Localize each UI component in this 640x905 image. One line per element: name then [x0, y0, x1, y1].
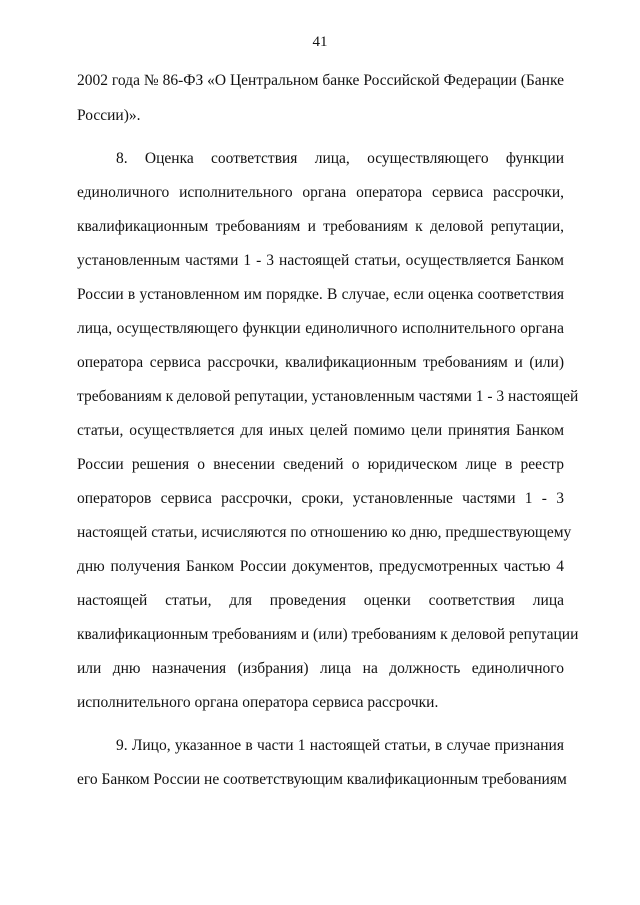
text-line: статьи, осуществляется для иных целей помимо цели принятия Банком [77, 422, 564, 439]
text-line: лица, осуществляющего функции единоличного исполнительного органа [77, 320, 564, 337]
text-line: России)». [77, 107, 141, 124]
text-line: операторов сервиса рассрочки, сроки, установленные частями 1 - 3 [77, 490, 564, 507]
text-line: России решения о внесении сведений о юридическом лице в реестр [77, 456, 564, 473]
text-line: настоящей статьи, для проведения оценки соответствия лица [77, 592, 564, 609]
text-line: единоличного исполнительного органа оператора сервиса рассрочки, [77, 184, 564, 201]
paragraph-9-first-line: 9. Лицо, указанное в части 1 настоящей статьи, в случае признания [116, 737, 564, 754]
text-line: России в установленном им порядке. В случае, если оценка соответствия [77, 286, 564, 303]
page-number: 41 [312, 34, 328, 50]
paragraph-8-last-line: исполнительного органа оператора сервиса рассрочки. [77, 694, 439, 711]
text-line: квалификационным требованиям и (или) требованиям к деловой репутации [77, 626, 579, 643]
text-line: или дню назначения (избрания) лица на должность единоличного [77, 660, 564, 677]
paragraph-8-first-line: 8. Оценка соответствия лица, осуществляющего функции [116, 150, 564, 167]
text-line: установленным частями 1 - 3 настоящей статьи, осуществляется Банком [77, 252, 564, 269]
text-line: квалификационным требованиям и требованиям к деловой репутации, [77, 218, 564, 235]
text-line: дню получения Банком России документов, предусмотренных частью 4 [77, 558, 564, 575]
text-line: оператора сервиса рассрочки, квалификационным требованиям и (или) [77, 354, 564, 371]
text-line: настоящей статьи, исчисляются по отношению ко дню, предшествующему [77, 524, 572, 541]
text-line: его Банком России не соответствующим квалификационным требованиям [77, 771, 567, 788]
text-line: требованиям к деловой репутации, установленным частями 1 - 3 настоящей [77, 388, 579, 405]
text-line: 2002 года № 86-ФЗ «О Центральном банке Российской Федерации (Банке [77, 72, 564, 89]
